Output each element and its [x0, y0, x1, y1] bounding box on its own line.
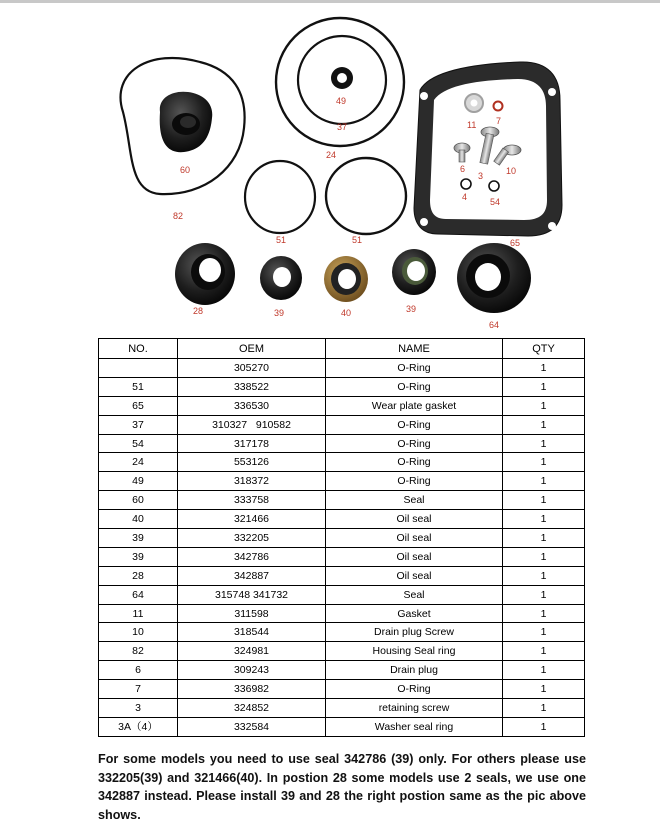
table-row	[99, 529, 585, 548]
header-name: NAME	[326, 339, 503, 359]
cell-name: O-Ring	[326, 472, 503, 491]
table-row	[99, 510, 585, 529]
cell-name: Drain plug Screw	[326, 623, 503, 642]
table-row	[99, 359, 585, 378]
table-row	[99, 434, 585, 453]
cell-oem: 309243	[178, 661, 326, 680]
parts-table	[98, 338, 585, 737]
cell-name: Oil seal	[326, 547, 503, 566]
cell-no: 65	[99, 396, 178, 415]
cell-no: 51	[99, 377, 178, 396]
table-row	[99, 547, 585, 566]
cell-oem: 318544	[178, 623, 326, 642]
table-row	[99, 642, 585, 661]
cell-oem: 311598	[178, 604, 326, 623]
cell-oem: 315748 341732	[178, 585, 326, 604]
cell-qty: 1	[503, 604, 585, 623]
cell-oem: 310327 910582	[178, 415, 326, 434]
cell-no: 64	[99, 585, 178, 604]
table-row	[99, 377, 585, 396]
cell-name: O-Ring	[326, 377, 503, 396]
oil-seal-28	[175, 243, 235, 305]
cell-qty: 1	[503, 642, 585, 661]
cell-oem: 324852	[178, 699, 326, 718]
table-row	[99, 472, 585, 491]
table-row	[99, 566, 585, 585]
cell-no: 39	[99, 529, 178, 548]
cell-qty: 1	[503, 377, 585, 396]
table-row	[99, 585, 585, 604]
cell-no: 24	[99, 453, 178, 472]
cell-name: Washer seal ring	[326, 717, 503, 736]
label-24: 24	[326, 150, 337, 160]
table-row	[99, 604, 585, 623]
cell-oem: 333758	[178, 491, 326, 510]
label-64: 64	[489, 320, 500, 330]
table-row	[99, 699, 585, 718]
cell-qty: 1	[503, 415, 585, 434]
cell-name: Gasket	[326, 604, 503, 623]
label-3: 3	[478, 171, 484, 181]
cell-oem: 553126	[178, 453, 326, 472]
cell-name: O-Ring	[326, 434, 503, 453]
cell-no: 49	[99, 472, 178, 491]
label-37: 37	[337, 122, 348, 132]
label-82: 82	[173, 211, 184, 221]
cell-qty: 1	[503, 717, 585, 736]
label-65: 65	[510, 238, 521, 248]
cell-oem: 342887	[178, 566, 326, 585]
cell-oem: 317178	[178, 434, 326, 453]
cell-qty: 1	[503, 547, 585, 566]
seal-60	[160, 92, 213, 152]
cell-no: 37	[99, 415, 178, 434]
cell-no: 54	[99, 434, 178, 453]
cell-qty: 1	[503, 680, 585, 699]
table-row	[99, 415, 585, 434]
installation-note: For some models you need to use seal 342786 (39) only. For others please use 332205(39) and 321466(40). In postion 28 some models use 2 seals, we use one 342887 instead. Please install 39 and 28 the right postion same as the pic above shows.	[98, 752, 586, 822]
header-oem: OEM	[178, 339, 326, 359]
cell-no: 3	[99, 699, 178, 718]
cell-no: 7	[99, 680, 178, 699]
header-no: NO.	[99, 339, 178, 359]
cell-name: Housing Seal ring	[326, 642, 503, 661]
cell-name: Drain plug	[326, 661, 503, 680]
cell-qty: 1	[503, 585, 585, 604]
cell-name: O-Ring	[326, 359, 503, 378]
cell-no: 60	[99, 491, 178, 510]
label-60: 60	[180, 165, 191, 175]
cell-oem: 342786	[178, 547, 326, 566]
cell-oem: 336530	[178, 396, 326, 415]
cell-name: retaining screw	[326, 699, 503, 718]
label-39-right: 39	[406, 304, 417, 314]
cell-name: O-Ring	[326, 415, 503, 434]
label-51-left: 51	[276, 235, 287, 245]
cell-qty: 1	[503, 566, 585, 585]
cell-no: 10	[99, 623, 178, 642]
label-54: 54	[490, 197, 501, 207]
cell-qty: 1	[503, 661, 585, 680]
label-40: 40	[341, 308, 352, 318]
label-4: 4	[462, 192, 468, 202]
label-11: 11	[467, 120, 477, 130]
cell-oem: 318372	[178, 472, 326, 491]
seal-64	[457, 243, 531, 313]
cell-oem: 336982	[178, 680, 326, 699]
cell-name: Wear plate gasket	[326, 396, 503, 415]
cell-qty: 1	[503, 453, 585, 472]
cell-qty: 1	[503, 359, 585, 378]
seal-kit-diagram	[0, 0, 660, 337]
oil-seal-39-right	[392, 249, 436, 295]
cell-name: Oil seal	[326, 566, 503, 585]
cell-name: Oil seal	[326, 529, 503, 548]
cell-no: 11	[99, 604, 178, 623]
seal-49	[331, 67, 353, 89]
cell-name: Seal	[326, 491, 503, 510]
cell-no: 6	[99, 661, 178, 680]
table-row	[99, 717, 585, 736]
cell-oem: 332584	[178, 717, 326, 736]
label-7: 7	[496, 116, 502, 126]
label-28: 28	[193, 306, 204, 316]
cell-no: 3A（4）	[99, 717, 178, 736]
header-qty: QTY	[503, 339, 585, 359]
label-10: 10	[506, 166, 517, 176]
cell-qty: 1	[503, 396, 585, 415]
label-51-right: 51	[352, 235, 363, 245]
parts-table-body	[99, 359, 585, 737]
cell-name: O-Ring	[326, 680, 503, 699]
table-row	[99, 453, 585, 472]
cell-qty: 1	[503, 529, 585, 548]
cell-no: 40	[99, 510, 178, 529]
label-39-left: 39	[274, 308, 285, 318]
cell-no: 28	[99, 566, 178, 585]
cell-qty: 1	[503, 510, 585, 529]
cell-qty: 1	[503, 623, 585, 642]
cell-qty: 1	[503, 491, 585, 510]
label-6: 6	[460, 164, 466, 174]
table-row	[99, 491, 585, 510]
cell-oem: 305270	[178, 359, 326, 378]
cell-oem: 321466	[178, 510, 326, 529]
label-49: 49	[336, 96, 347, 106]
cell-qty: 1	[503, 434, 585, 453]
table-row	[99, 396, 585, 415]
table-row	[99, 661, 585, 680]
cell-no	[99, 359, 178, 378]
cell-name: Seal	[326, 585, 503, 604]
cell-qty: 1	[503, 472, 585, 491]
o-ring-51-right	[326, 158, 406, 234]
cell-no: 82	[99, 642, 178, 661]
o-ring-51-left	[245, 161, 315, 233]
table-row	[99, 623, 585, 642]
cell-name: O-Ring	[326, 453, 503, 472]
table-header-row	[99, 339, 585, 359]
table-row	[99, 680, 585, 699]
oil-seal-40	[324, 256, 368, 302]
cell-oem: 332205	[178, 529, 326, 548]
cell-oem: 338522	[178, 377, 326, 396]
oil-seal-39-left	[260, 256, 302, 300]
cell-no: 39	[99, 547, 178, 566]
cell-oem: 324981	[178, 642, 326, 661]
cell-qty: 1	[503, 699, 585, 718]
cell-name: Oil seal	[326, 510, 503, 529]
